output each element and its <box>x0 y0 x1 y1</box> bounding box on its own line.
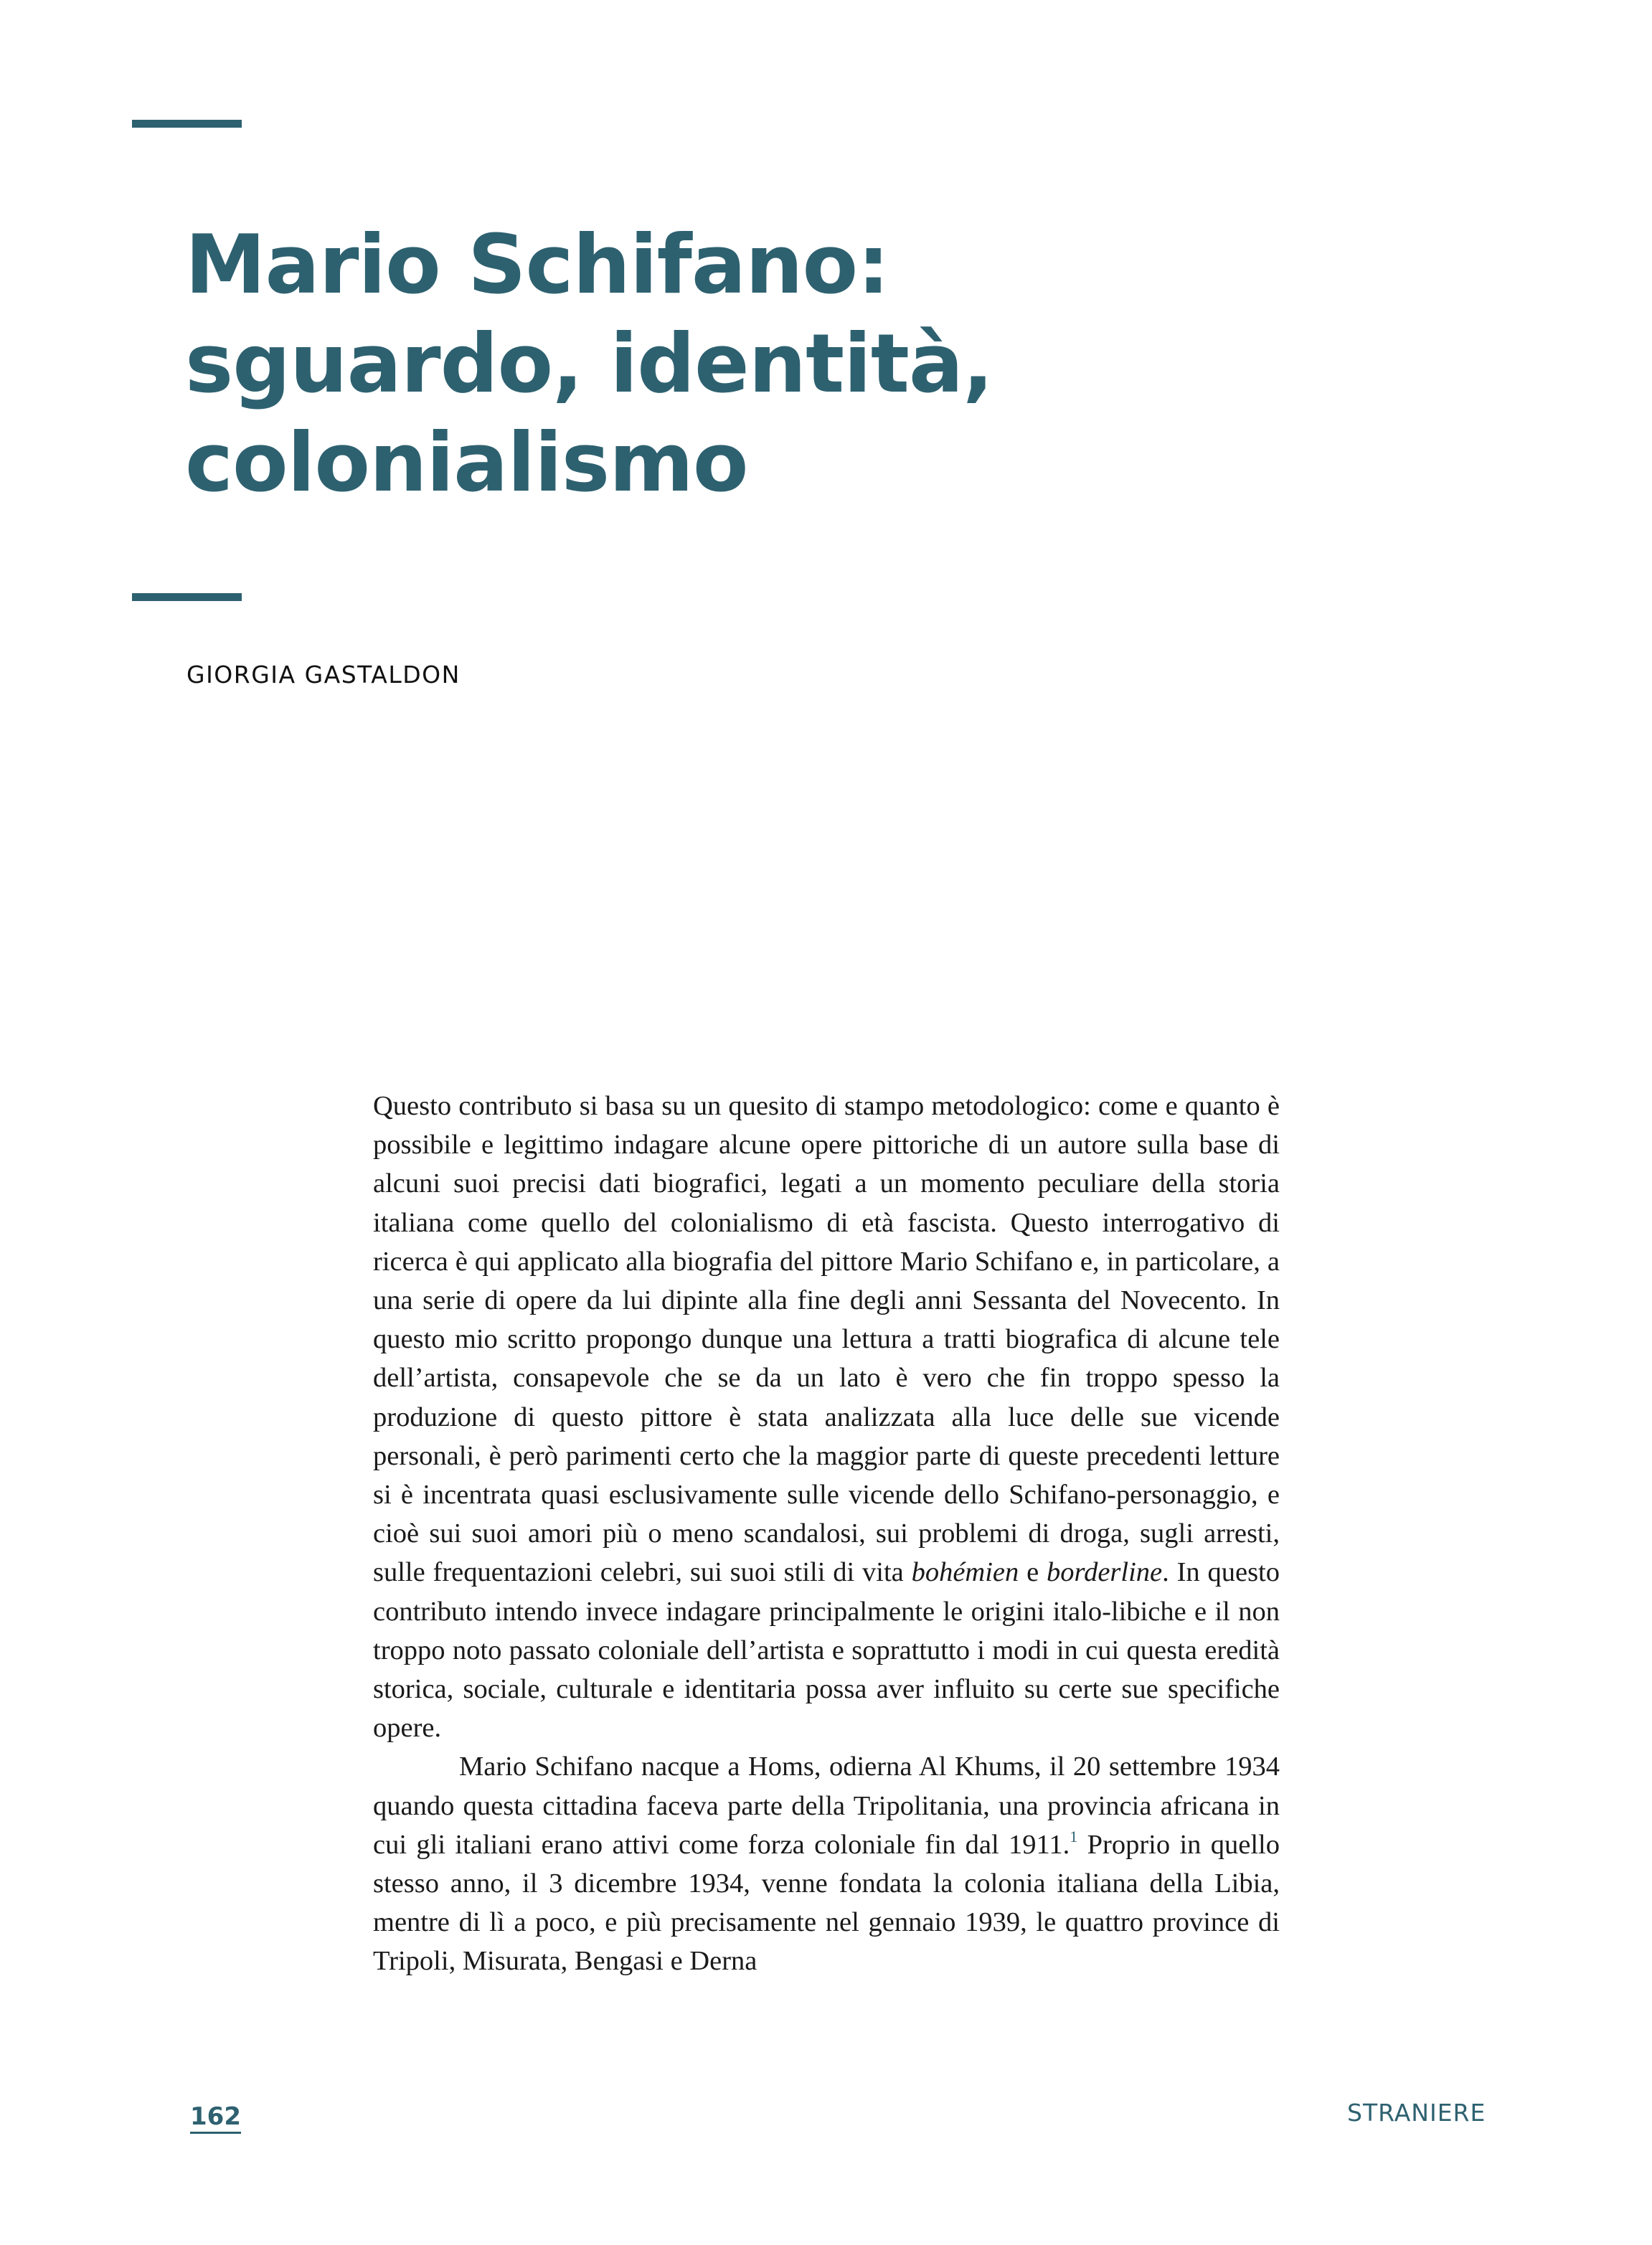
top-accent-rule <box>132 120 242 128</box>
paragraph-1 <box>373 1087 1280 1747</box>
paragraph-2-text-a: Mario Schifano nacque a Homs, odierna Al Khums, il 20 settembre 1934 quando questa cittadina faceva parte della Tripolitania, una provincia africana in cui gli italiani erano attivi come forza coloniale fin dal 1911. <box>373 1752 1280 1860</box>
author-name: GIORGIA GASTALDON <box>187 661 461 689</box>
paragraph-1-text-a: Questo contributo si basa su un quesito di stampo metodologico: come e quanto è possibile e legittimo indagare alcune opere pittoriche di un autore sulla base di alcuni suoi precisi dati biografici, legati a un momento peculiare della storia italiana come quello del colonialismo di età fascista. Questo interrogativo di ricerca è qui applicato alla biografia del pittore Mario Schifano e, in particolare, a una serie di opere da lui dipinte alla fine degli anni Sessanta del Novecento. In questo mio scritto propongo dunque una lettura a tratti biografica di alcune tele dell’artista, consapevole che se da un lato è vero che fin troppo spesso la produzione di questo pittore è stata analizzata alla luce delle sue vicende personali, è però parimenti certo che la maggior parte di queste precedenti letture si è incentrata quasi esclusivamente sulle vicende dello Schifano-personaggio, e cioè sui suoi amori più o meno scandalosi, sui problemi di droga, sugli arresti, sulle frequentazioni celebri, sui suoi stili di vita <box>373 1091 1280 1588</box>
paragraph-1-text-b: e <box>1019 1557 1047 1588</box>
title-line-1: Mario Schifano: <box>185 217 889 312</box>
footnote-marker[interactable]: 1 <box>1070 1827 1078 1845</box>
title-line-3: colonialismo <box>185 415 748 510</box>
article-title <box>185 215 993 512</box>
paragraph-2-text-b: Proprio in quello stesso anno, il 3 dicembre 1934, venne fondata la colonia italiana della Libia, mentre di lì a poco, e più precisamente nel gennaio 1939, le quattro province di Tripoli, Misurata, Bengasi e Derna <box>373 1829 1280 1977</box>
page-number: 162 <box>190 2102 241 2134</box>
title-line-2: sguardo, identità, <box>185 316 993 411</box>
bottom-accent-rule <box>132 593 242 601</box>
paragraph-1-text-c: . In questo contributo intendo invece indagare principalmente le origini italo-libiche e il non troppo noto passato coloniale dell’artista e soprattutto i modi in cui questa eredità storica, sociale, culturale e identitaria possa aver influito su certe sue specifiche opere. <box>373 1557 1280 1744</box>
article-body <box>373 1087 1280 1981</box>
paragraph-2 <box>373 1747 1280 1980</box>
journal-name: STRANIERE <box>1347 2099 1486 2127</box>
emphasis-borderline: borderline <box>1047 1557 1163 1588</box>
emphasis-bohemien: bohémien <box>911 1557 1019 1588</box>
